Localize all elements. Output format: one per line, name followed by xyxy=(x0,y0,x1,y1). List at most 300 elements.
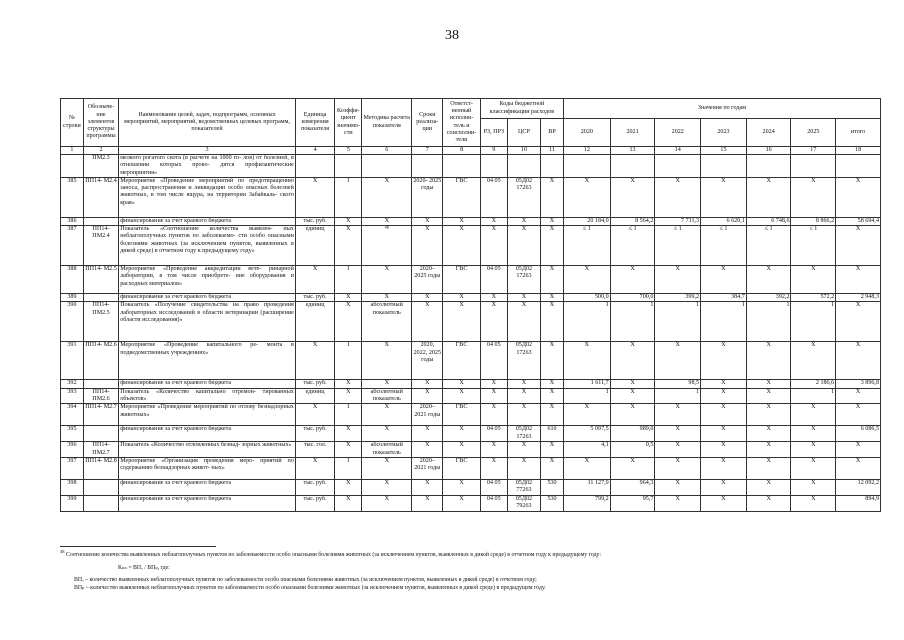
column-number: 15 xyxy=(701,147,747,155)
vr-cell: Х xyxy=(541,404,564,426)
element-code: ПП14- ПМ2.6 xyxy=(83,388,118,404)
term-cell: Х xyxy=(412,217,443,225)
value-total: Х xyxy=(836,226,881,266)
executor-cell: Х xyxy=(443,442,480,458)
footnote-1 xyxy=(60,549,601,559)
value-2024: 6 748,6 xyxy=(746,217,791,225)
csr-cell: 05Д02 79263 xyxy=(507,495,540,511)
table-row xyxy=(61,226,881,266)
value-2022: ≤ 1 xyxy=(655,226,701,266)
csr-cell: 05Д02 17263 xyxy=(507,177,540,217)
value-2022: 399,2 xyxy=(655,294,701,302)
term-cell: 2020– 2025 годы xyxy=(412,266,443,294)
row-name: финансирование за счет краевого бюджета xyxy=(119,217,296,225)
value-2024: Х xyxy=(746,442,791,458)
row-name: Показатель «Получение свидетельства на право проведения лабораторных исследований в области ветеринарии (расширение области исследования)» xyxy=(119,302,296,342)
method-cell: Х xyxy=(362,266,412,294)
executor-cell: Х xyxy=(443,479,480,495)
column-number: 12 xyxy=(563,147,610,155)
value-2025: 2 186,6 xyxy=(791,380,836,388)
coef-cell: Х xyxy=(335,380,362,388)
value-total xyxy=(836,155,881,178)
term-cell: 2020– 2021 годы xyxy=(412,404,443,426)
executor-cell: ГВС xyxy=(443,404,480,426)
executor-cell: Х xyxy=(443,302,480,342)
value-2021: Х xyxy=(610,342,655,380)
row-number: 396 xyxy=(61,442,84,458)
rz-cell: Х xyxy=(480,380,507,388)
executor-cell: Х xyxy=(443,388,480,404)
row-name: Показатель «Соотношение количества выявлен- ных неблагополучных пунктов по заболеваемо- сти особо опасными болезнями животных (за исключением пунктов, выявленных в дикой среде) в отчетном году к предыдущему году» xyxy=(119,226,296,266)
value-2023: Х xyxy=(701,380,747,388)
csr-cell: Х xyxy=(507,226,540,266)
column-number: 1 xyxy=(61,147,84,155)
value-2024: Х xyxy=(746,177,791,217)
column-number: 10 xyxy=(507,147,540,155)
rz-cell: Х xyxy=(480,442,507,458)
method-cell: абсолютный показатель xyxy=(362,302,412,342)
value-2020: 1 xyxy=(563,302,610,342)
value-total: 6 086,5 xyxy=(836,426,881,442)
column-number: 9 xyxy=(480,147,507,155)
row-number: 386 xyxy=(61,217,84,225)
value-2022: Х xyxy=(655,342,701,380)
row-number xyxy=(61,155,84,178)
header-name: Наименование целей, задач, подпрограмм, основных мероприятий, мероприятий, ведомственных целевых программ, показателей xyxy=(119,99,296,147)
value-2024: Х xyxy=(746,380,791,388)
value-2021: 8 564,2 xyxy=(610,217,655,225)
element-code xyxy=(83,294,118,302)
executor-cell: Х xyxy=(443,380,480,388)
method-cell: Х xyxy=(362,495,412,511)
column-number: 14 xyxy=(655,147,701,155)
csr-cell: Х xyxy=(507,404,540,426)
value-total: 894,9 xyxy=(836,495,881,511)
row-number: 387 xyxy=(61,226,84,266)
coef-cell: Х xyxy=(335,495,362,511)
value-2025: 1 xyxy=(791,302,836,342)
row-number: 390 xyxy=(61,302,84,342)
executor-cell: Х xyxy=(443,495,480,511)
value-2024: 1 xyxy=(746,302,791,342)
vr-cell: Х xyxy=(541,177,564,217)
term-cell: 2020- 2025 годы xyxy=(412,177,443,217)
element-code: ПП14- ПМ2.5 xyxy=(83,302,118,342)
rz-cell: Х xyxy=(480,294,507,302)
value-2021 xyxy=(610,155,655,178)
value-2023: Х xyxy=(701,404,747,426)
value-2025: Х xyxy=(791,342,836,380)
vr-cell: Х xyxy=(541,217,564,225)
term-cell: Х xyxy=(412,479,443,495)
value-2022: Х xyxy=(655,266,701,294)
value-2025: Х xyxy=(791,457,836,479)
column-number: 7 xyxy=(412,147,443,155)
value-2021: ≤ 1 xyxy=(610,226,655,266)
term-cell: Х xyxy=(412,302,443,342)
method-cell: абсолютный показатель xyxy=(362,388,412,404)
coef-cell: Х xyxy=(335,388,362,404)
value-2021: 964,3 xyxy=(610,479,655,495)
value-2020: 500,0 xyxy=(563,294,610,302)
rz-cell: 04 05 xyxy=(480,266,507,294)
value-total: Х xyxy=(836,177,881,217)
row-number: 385 xyxy=(61,177,84,217)
value-total: 58 694,4 xyxy=(836,217,881,225)
value-2025: Х xyxy=(791,442,836,458)
unit-cell: единиц xyxy=(295,388,334,404)
value-2024: Х xyxy=(746,342,791,380)
method-cell: Х xyxy=(362,217,412,225)
row-name: мелкого рогатого скота (в расчете на 1000 го- лов) от болезней, в отношении которых прово- дятся профилактические мероприятия» xyxy=(120,155,294,176)
value-2021: 0,5 xyxy=(610,442,655,458)
term-cell: 2020, 2022, 2025 годы xyxy=(412,342,443,380)
value-2023: Х xyxy=(701,388,747,404)
unit-cell: Х xyxy=(295,177,334,217)
table-row xyxy=(61,479,881,495)
value-2021: 95,7 xyxy=(610,495,655,511)
value-2020: 1 611,7 xyxy=(563,380,610,388)
coef-cell: Х xyxy=(335,479,362,495)
header-element-code: Обозначе- ние элементов структуры программы xyxy=(83,99,118,147)
column-number: 6 xyxy=(362,147,412,155)
element-code: ПП14- ПМ2.4 xyxy=(83,226,118,266)
table-row xyxy=(61,442,881,458)
row-name: Мероприятие «Организация проведения меро- приятий по содержанию безнадзорных живот- ных» xyxy=(119,457,296,479)
unit-cell: единиц xyxy=(295,302,334,342)
value-2023: 1 xyxy=(701,302,747,342)
value-2020: Х xyxy=(563,342,610,380)
csr-cell: Х xyxy=(507,294,540,302)
value-total: Х xyxy=(836,457,881,479)
vr-cell: Х xyxy=(541,342,564,380)
element-code: ПМ2.3 xyxy=(83,155,118,178)
table-row xyxy=(61,177,881,217)
value-2020: 4,1 xyxy=(563,442,610,458)
row-number: 395 xyxy=(61,426,84,442)
table-row xyxy=(61,342,881,380)
element-code xyxy=(83,426,118,442)
element-code: ПП14- М2.7 xyxy=(83,404,118,426)
value-2025: Х xyxy=(791,495,836,511)
method-cell: Х xyxy=(362,479,412,495)
table-row xyxy=(61,302,881,342)
header-budget-codes: Коды бюджетной классификации расходов xyxy=(480,99,563,119)
value-2022: 1 xyxy=(655,302,701,342)
value-2025: Х xyxy=(791,426,836,442)
table-row xyxy=(61,388,881,404)
value-2023: Х xyxy=(701,177,747,217)
coef-cell: Х xyxy=(335,442,362,458)
rz-cell: Х xyxy=(480,302,507,342)
header-unit: Единица измерения показателя xyxy=(295,99,334,147)
row-number: 392 xyxy=(61,380,84,388)
term-cell: Х xyxy=(412,388,443,404)
coef-cell xyxy=(335,155,362,178)
value-2020: Х xyxy=(563,266,610,294)
vr-cell: Х xyxy=(541,294,564,302)
method-cell xyxy=(362,155,412,178)
header-year-2021: 2021 xyxy=(610,119,655,147)
header-method: Методика расчета показателя xyxy=(362,99,412,147)
rz-cell: Х xyxy=(480,217,507,225)
row-number: 394 xyxy=(61,404,84,426)
coef-cell: Х xyxy=(335,217,362,225)
row-number: 399 xyxy=(61,495,84,511)
value-2025: Х xyxy=(791,266,836,294)
value-2025: Х xyxy=(791,177,836,217)
method-cell: Х xyxy=(362,177,412,217)
value-2020: Х xyxy=(563,404,610,426)
value-2022: Х xyxy=(655,495,701,511)
value-total: 2 948,3 xyxy=(836,294,881,302)
column-number: 11 xyxy=(541,147,564,155)
value-2022: 1 xyxy=(655,388,701,404)
unit-cell: Х xyxy=(295,342,334,380)
row-number: 391 xyxy=(61,342,84,380)
method-cell: Х xyxy=(362,426,412,442)
rz-cell: 04 05 xyxy=(480,479,507,495)
executor-cell: ГВС xyxy=(443,177,480,217)
coef-cell: 1 xyxy=(335,177,362,217)
column-number: 2 xyxy=(83,147,118,155)
header-values-by-year: Значения по годам xyxy=(563,99,880,119)
column-number: 16 xyxy=(746,147,791,155)
program-table xyxy=(60,98,881,512)
csr-cell: Х xyxy=(507,380,540,388)
value-2020: Х xyxy=(563,177,610,217)
value-2023: 6 620,1 xyxy=(701,217,747,225)
header-rz: РЗ, ПРЗ xyxy=(480,119,507,147)
column-number: 8 xyxy=(443,147,480,155)
value-2025: 572,2 xyxy=(791,294,836,302)
row-name: Мероприятие «Проведение капитального ре- монта в подведомственных учреждениях» xyxy=(119,342,296,380)
column-number: 17 xyxy=(791,147,836,155)
csr-cell xyxy=(507,155,540,178)
header-coef: Коэффи- циент значимо- сти xyxy=(335,99,362,147)
value-2023: Х xyxy=(701,479,747,495)
value-2023: ≤ 1 xyxy=(701,226,747,266)
footnote-divider xyxy=(60,546,216,547)
rz-cell: 04 05 xyxy=(480,177,507,217)
method-cell: Х xyxy=(362,457,412,479)
value-2020: 799,2 xyxy=(563,495,610,511)
term-cell: Х xyxy=(412,495,443,511)
header-executor: Ответст- венный исполни- тель и соисполни- тели xyxy=(443,99,480,147)
rz-cell: Х xyxy=(480,457,507,479)
csr-cell: Х xyxy=(507,442,540,458)
vr-cell: Х xyxy=(541,302,564,342)
footnote-definition-current: ВПₒ – количество выявленных неблагополучных пунктов по заболеваемости особо опасными болезнями животных (за исключением пунктов, выявленных в дикой среде) в отчетном году; xyxy=(74,577,537,583)
value-2024: Х xyxy=(746,457,791,479)
coef-cell: 1 xyxy=(335,404,362,426)
column-number: 18 xyxy=(836,147,881,155)
term-cell: Х xyxy=(412,380,443,388)
footnote-formula: Кₙₙ = ВПₒ / ВПₚ, где: xyxy=(118,565,170,571)
value-2021: Х xyxy=(610,380,655,388)
unit-cell: тыс. руб. xyxy=(295,426,334,442)
header-year-2025: 2025 xyxy=(791,119,836,147)
value-2022: Х xyxy=(655,479,701,495)
csr-cell: Х xyxy=(507,457,540,479)
value-2024: Х xyxy=(746,404,791,426)
value-total: Х xyxy=(836,404,881,426)
value-2025: 8 866,2 xyxy=(791,217,836,225)
vr-cell: Х xyxy=(541,457,564,479)
csr-cell: Х xyxy=(507,388,540,404)
unit-cell: тыс. руб. xyxy=(295,380,334,388)
coef-cell: Х xyxy=(335,302,362,342)
row-name: финансирование за счет краевого бюджета xyxy=(119,495,296,511)
header-year-2023: 2023 xyxy=(701,119,747,147)
row-name: финансирование за счет краевого бюджета xyxy=(119,294,296,302)
element-code xyxy=(83,495,118,511)
value-2025: ≤ 1 xyxy=(791,226,836,266)
unit-cell xyxy=(295,155,334,178)
unit-cell: Х xyxy=(295,404,334,426)
value-2025 xyxy=(791,155,836,178)
rz-cell: Х xyxy=(480,388,507,404)
element-code: ПП14- М2.8 xyxy=(83,457,118,479)
csr-cell: 05Д02 17263 xyxy=(507,342,540,380)
value-2024: Х xyxy=(746,266,791,294)
coef-cell: Х xyxy=(335,426,362,442)
executor-cell: ГВС xyxy=(443,342,480,380)
element-code xyxy=(83,380,118,388)
value-2023: Х xyxy=(701,342,747,380)
value-2023: 384,7 xyxy=(701,294,747,302)
unit-cell: тыс. руб. xyxy=(295,479,334,495)
csr-cell: 05Д02 17263 xyxy=(507,426,540,442)
value-2020: Х xyxy=(563,457,610,479)
footnote-marker: 48 xyxy=(60,549,65,555)
value-2022: Х xyxy=(655,426,701,442)
row-number: 397 xyxy=(61,457,84,479)
method-cell: ⁴⁸ xyxy=(362,226,412,266)
row-name: финансирование за счет краевого бюджета xyxy=(119,479,296,495)
executor-cell xyxy=(443,155,480,178)
executor-cell: Х xyxy=(443,426,480,442)
row-number: 389 xyxy=(61,294,84,302)
value-2023 xyxy=(701,155,747,178)
header-row-no: № строки xyxy=(61,99,84,147)
rz-cell: Х xyxy=(480,226,507,266)
unit-cell: единиц xyxy=(295,226,334,266)
row-number: 398 xyxy=(61,479,84,495)
value-2022 xyxy=(655,155,701,178)
row-name: финансирование за счет краевого бюджета xyxy=(119,426,296,442)
term-cell: Х xyxy=(412,442,443,458)
value-2024: Х xyxy=(746,426,791,442)
element-code: ПП14- М2.4 xyxy=(83,177,118,217)
vr-cell: Х xyxy=(541,380,564,388)
vr-cell: 530 xyxy=(541,479,564,495)
value-2025: Х xyxy=(791,479,836,495)
header-vr: ВР xyxy=(541,119,564,147)
value-2024 xyxy=(746,155,791,178)
program-table-container xyxy=(60,98,881,512)
value-total: Х xyxy=(836,442,881,458)
value-total: Х xyxy=(836,342,881,380)
term-cell: 2020– 2021 годы xyxy=(412,457,443,479)
value-total: Х xyxy=(836,266,881,294)
executor-cell: Х xyxy=(443,294,480,302)
value-2021: Х xyxy=(610,404,655,426)
value-2022: 98,5 xyxy=(655,380,701,388)
element-code xyxy=(83,217,118,225)
value-2021: 1 xyxy=(610,302,655,342)
value-2022: Х xyxy=(655,177,701,217)
table-row xyxy=(61,495,881,511)
table-row xyxy=(61,294,881,302)
value-2024: Х xyxy=(746,495,791,511)
element-code: ПП14- М2.5 xyxy=(83,266,118,294)
row-name: Показатель «Количество отловленных безнад- зорных животных» xyxy=(119,442,296,458)
value-2022: Х xyxy=(655,404,701,426)
rz-cell: 04 05 xyxy=(480,495,507,511)
table-row xyxy=(61,217,881,225)
value-2024: Х xyxy=(746,388,791,404)
executor-cell: ГВС xyxy=(443,457,480,479)
method-cell: Х xyxy=(362,380,412,388)
vr-cell: 610 xyxy=(541,426,564,442)
vr-cell: Х xyxy=(541,442,564,458)
executor-cell: Х xyxy=(443,217,480,225)
value-2021: Х xyxy=(610,457,655,479)
row-name: Показатель «Количество капитально отремон- тированных объектов» xyxy=(120,388,294,403)
value-2023: Х xyxy=(701,266,747,294)
method-cell: Х xyxy=(362,404,412,426)
column-number: 5 xyxy=(335,147,362,155)
value-total: 12 092,2 xyxy=(836,479,881,495)
value-2021: Х xyxy=(610,388,655,404)
table-row xyxy=(61,426,881,442)
header-csr: ЦСР xyxy=(507,119,540,147)
rz-cell: Х xyxy=(480,404,507,426)
row-name: Мероприятие «Проведение аккредитации вете- ринарной лаборатории, в том числе приобрете- ние оборудования и расходных материалов» xyxy=(119,266,296,294)
csr-cell: 05Д02 17263 xyxy=(507,266,540,294)
header-total: итого xyxy=(836,119,881,147)
value-2020 xyxy=(563,155,610,178)
value-2023: Х xyxy=(701,495,747,511)
value-total: 3 896,8 xyxy=(836,380,881,388)
value-2022: Х xyxy=(655,442,701,458)
table-row xyxy=(61,457,881,479)
csr-cell: 05Д02 77263 xyxy=(507,479,540,495)
value-total: Х xyxy=(836,302,881,342)
value-2020: 1 xyxy=(563,388,610,404)
value-2025: Х xyxy=(791,404,836,426)
value-2023: Х xyxy=(701,457,747,479)
table-row xyxy=(61,266,881,294)
term-cell xyxy=(412,155,443,178)
row-name: финансирование за счет краевого бюджета xyxy=(119,380,296,388)
value-total: Х xyxy=(836,388,881,404)
value-2020: 11 127,9 xyxy=(563,479,610,495)
table-header xyxy=(61,99,881,155)
coef-cell: Х xyxy=(335,294,362,302)
header-term: Сроки реализа- ции xyxy=(412,99,443,147)
method-cell: Х xyxy=(362,294,412,302)
coef-cell: 1 xyxy=(335,457,362,479)
unit-cell: тыс. руб. xyxy=(295,495,334,511)
value-2022: 7 711,3 xyxy=(655,217,701,225)
element-code: ПП14- ПМ2.7 xyxy=(83,442,118,458)
row-number: 393 xyxy=(61,388,84,404)
header-year-2022: 2022 xyxy=(655,119,701,147)
table-body xyxy=(61,155,881,512)
executor-cell: ГВС xyxy=(443,266,480,294)
